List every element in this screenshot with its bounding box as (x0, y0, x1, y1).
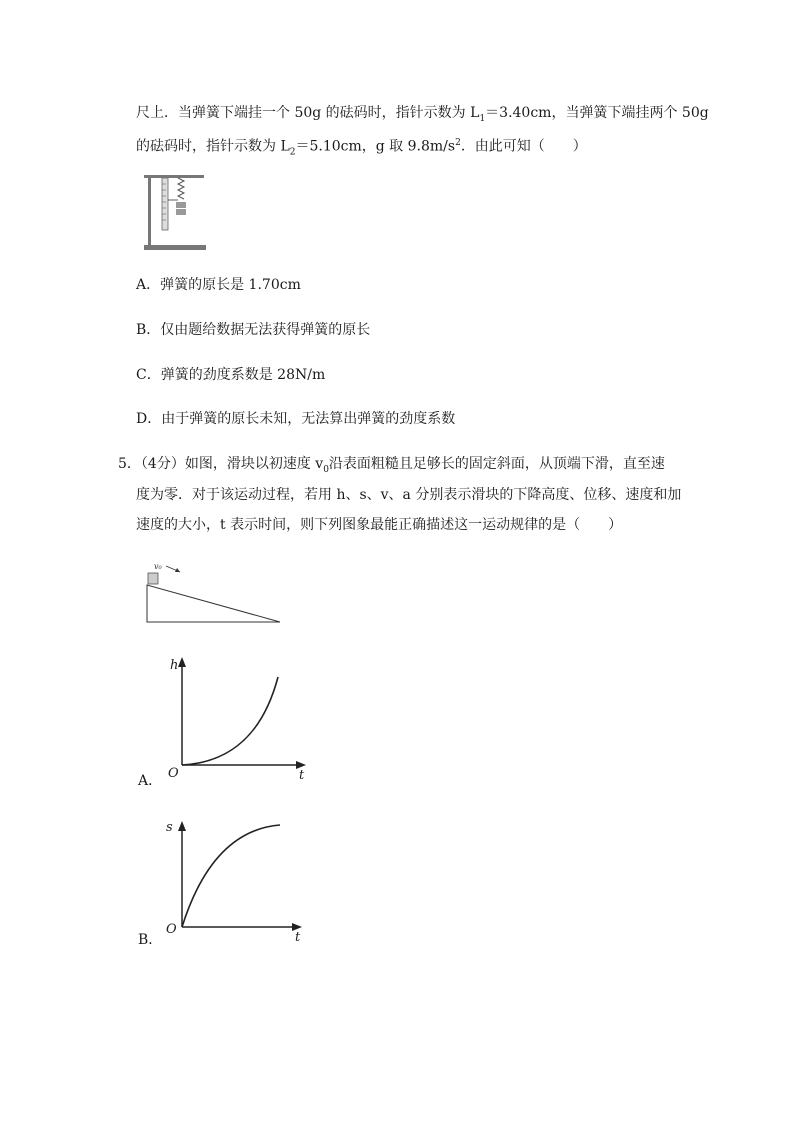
q5-stem-line-1: 5．（4分）如图，滑块以初速度 $v_0$沿表面粗糙且足够长的固定斜面，从顶端下滑，直至速 (118, 456, 665, 475)
graph-a-option-label: A． (138, 773, 163, 789)
v0-label: v₀ (154, 562, 162, 571)
graph-a-origin: O (168, 766, 179, 780)
incline-figure (140, 556, 284, 626)
spring-apparatus-figure (140, 172, 208, 254)
graph-b-xlabel: t (295, 930, 301, 945)
q5-stem-line-2: 度为零．对于该运动过程，若用 h、s、v、a 分别表示滑块的下降高度、位移、速度和加 (136, 487, 682, 503)
graph-b-origin: O (166, 922, 177, 937)
q4-stem-line-2: 的砝码时，指针示数为 $L_2=5.10cm$，g 取 $9.8m/s^2$．由此可知（ ） (136, 138, 587, 158)
q4-option-a: A．弹簧的原长是 1.70cm (136, 277, 301, 293)
q4-stem-line-1: 尺上．当弹簧下端挂一个 50g 的砝码时，指针示数为 $L_1=3.40cm$，当弹簧下端挂两个 50g (136, 105, 709, 124)
graph-b-option-label: B． (138, 932, 163, 948)
graph-b-curve (182, 825, 280, 927)
graph-b-ylabel: s (166, 820, 173, 835)
graph-a-curve (182, 677, 278, 765)
graph-a-xlabel: t (299, 768, 305, 780)
q5-stem-line-3: 速度的大小，t 表示时间，则下列图象最能正确描述这一运动规律的是（ ） (136, 517, 623, 533)
slider-block (148, 573, 158, 584)
graph-b (160, 815, 315, 945)
q4-option-c: C．弹簧的劲度系数是 28N/m (136, 367, 326, 383)
graph-a-ylabel: h (170, 658, 179, 673)
q4-option-b: B．仅由题给数据无法获得弹簧的原长 (136, 322, 371, 338)
graph-a (160, 655, 315, 780)
q4-option-d: D．由于弹簧的原长未知，无法算出弹簧的劲度系数 (136, 411, 456, 427)
